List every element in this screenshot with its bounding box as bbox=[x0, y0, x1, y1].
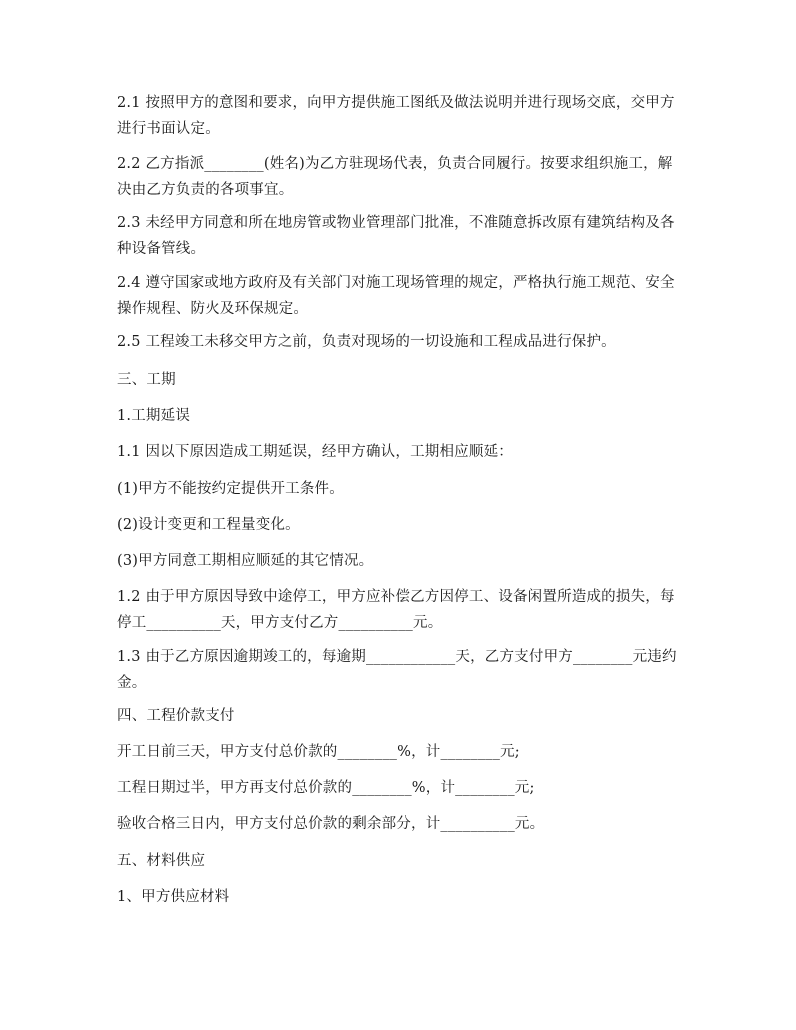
clause-1-1: 1.1 因以下原因造成工期延误，经甲方确认，工期相应顺延： bbox=[117, 444, 513, 460]
payment-line-2: 工程日期过半，甲方再支付总价款的________%，计________元; bbox=[117, 780, 535, 796]
clause-2-4: 2.4 遵守国家或地方政府及有关部门对施工现场管理的规定，严格执行施工规范、安全操作规程、防火及环保规定。 bbox=[117, 275, 675, 317]
payment-line-1: 开工日前三天，甲方支付总价款的________%，计________元; bbox=[117, 744, 520, 760]
clause-2-2: 2.2 乙方指派________(姓名)为乙方驻现场代表，负责合同履行。按要求组织施工，解决由乙方负责的各项事宜。 bbox=[117, 156, 673, 198]
clause-2-1: 2.1 按照甲方的意图和要求，向甲方提供施工图纸及做法说明并进行现场交底，交甲方进行书面认定。 bbox=[117, 95, 675, 137]
subsection-heading-materials: 1、甲方供应材料 bbox=[117, 889, 230, 905]
list-item-1: (1)甲方不能按约定提供开工条件。 bbox=[117, 481, 344, 497]
clause-2-5: 2.5 工程竣工未移交甲方之前，负责对现场的一切设施和工程成品进行保护。 bbox=[117, 334, 616, 350]
clause-2-3: 2.3 未经甲方同意和所在地房管或物业管理部门批准，不准随意拆改原有建筑结构及各种设备管线。 bbox=[117, 215, 675, 257]
clause-1-2: 1.2 由于甲方原因导致中途停工，甲方应补偿乙方因停工、设备闲置所造成的损失，每停工__________天，甲方支付乙方__________元。 bbox=[117, 589, 675, 631]
subsection-heading-1: 1.工期延误 bbox=[117, 408, 191, 424]
list-item-3: (3)甲方同意工期相应顺延的其它情况。 bbox=[117, 553, 374, 569]
list-item-2: (2)设计变更和工程量变化。 bbox=[117, 517, 300, 533]
payment-line-3: 验收合格三日内，甲方支付总价款的剩余部分，计__________元。 bbox=[117, 816, 545, 832]
clause-1-3: 1.3 由于乙方原因逾期竣工的，每逾期____________天，乙方支付甲方________元违约金。 bbox=[117, 649, 677, 691]
section-heading-4: 四、工程价款支付 bbox=[117, 708, 235, 724]
section-heading-5: 五、材料供应 bbox=[117, 853, 206, 869]
section-heading-3: 三、工期 bbox=[117, 372, 176, 388]
